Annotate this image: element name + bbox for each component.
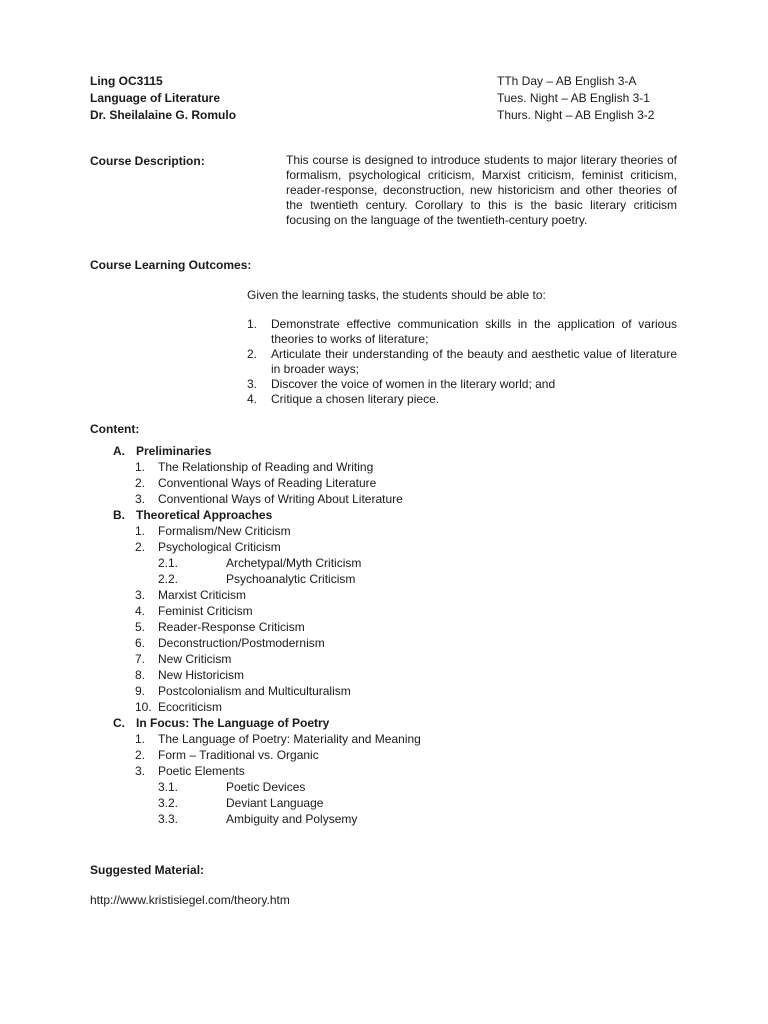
subitem-number: 3.2. xyxy=(158,796,179,810)
item-text: New Historicism xyxy=(158,668,245,682)
content-subitem xyxy=(113,811,673,827)
content-item xyxy=(113,651,673,667)
item-number: 3. xyxy=(135,764,146,778)
instructor-name: Dr. Sheilalaine G. Romulo xyxy=(90,108,237,122)
item-text: Poetic Elements xyxy=(158,764,245,778)
item-text: The Relationship of Reading and Writing xyxy=(158,460,374,474)
subitem-text: Ambiguity and Polysemy xyxy=(226,812,358,826)
item-number: 5. xyxy=(135,620,146,634)
section-title: In Focus: The Language of Poetry xyxy=(136,716,330,730)
item-number: 7. xyxy=(135,652,146,666)
outcome-text: Demonstrate effective communication skills in the application of various theories to works of literature; xyxy=(271,317,677,346)
item-text: The Language of Poetry: Materiality and Meaning xyxy=(158,732,421,746)
item-number: 3. xyxy=(135,492,146,506)
item-number: 4. xyxy=(135,604,146,618)
learning-outcomes-label: Course Learning Outcomes: xyxy=(90,258,252,272)
outcome-number: 2. xyxy=(247,347,258,361)
content-item xyxy=(113,635,673,651)
course-code: Ling OC3115 xyxy=(90,74,163,88)
item-text: Postcolonialism and Multiculturalism xyxy=(158,684,351,698)
content-item xyxy=(113,539,673,555)
subitem-text: Deviant Language xyxy=(226,796,324,810)
schedule-line: Tues. Night – AB English 3-1 xyxy=(497,91,650,105)
outcome-text: Critique a chosen literary piece. xyxy=(271,392,440,406)
content-item xyxy=(113,699,673,715)
course-title: Language of Literature xyxy=(90,91,221,105)
course-header xyxy=(90,73,236,124)
content-section-heading xyxy=(113,715,673,731)
subitem-number: 3.1. xyxy=(158,780,179,794)
item-text: Conventional Ways of Writing About Literature xyxy=(158,492,403,506)
item-text: Psychological Criticism xyxy=(158,540,281,554)
content-outline xyxy=(113,443,673,827)
content-item xyxy=(113,523,673,539)
schedule-line: Thurs. Night – AB English 3-2 xyxy=(497,108,655,122)
item-number: 8. xyxy=(135,668,146,682)
item-number: 1. xyxy=(135,460,146,474)
item-text: Feminist Criticism xyxy=(158,604,253,618)
content-item xyxy=(113,619,673,635)
content-item xyxy=(113,763,673,779)
suggested-material-label: Suggested Material: xyxy=(90,863,205,877)
course-description-label: Course Description: xyxy=(90,154,205,168)
section-letter: A. xyxy=(113,444,125,458)
item-number: 2. xyxy=(135,540,146,554)
outcome-item xyxy=(247,392,677,407)
schedule-line: TTh Day – AB English 3-A xyxy=(497,74,637,88)
schedule-block xyxy=(497,73,654,124)
content-item xyxy=(113,459,673,475)
item-number: 10. xyxy=(135,700,152,714)
outcome-item xyxy=(247,377,677,392)
item-text: Ecocriticism xyxy=(158,700,223,714)
item-number: 1. xyxy=(135,732,146,746)
item-number: 2. xyxy=(135,476,146,490)
content-subitem xyxy=(113,795,673,811)
outcome-number: 3. xyxy=(247,377,258,391)
section-letter: C. xyxy=(113,716,125,730)
item-text: Marxist Criticism xyxy=(158,588,246,602)
item-number: 9. xyxy=(135,684,146,698)
item-text: Deconstruction/Postmodernism xyxy=(158,636,325,650)
item-number: 1. xyxy=(135,524,146,538)
outcome-number: 1. xyxy=(247,317,258,331)
content-subitem xyxy=(113,779,673,795)
outcome-item xyxy=(247,347,677,377)
learning-outcomes-list xyxy=(247,317,677,407)
content-item xyxy=(113,587,673,603)
suggested-material-link[interactable]: http://www.kristisiegel.com/theory.htm xyxy=(90,893,290,907)
content-subitem xyxy=(113,571,673,587)
section-title: Preliminaries xyxy=(136,444,212,458)
content-item xyxy=(113,667,673,683)
content-label: Content: xyxy=(90,422,140,436)
item-text: Conventional Ways of Reading Literature xyxy=(158,476,377,490)
subitem-number: 3.3. xyxy=(158,812,179,826)
subitem-number: 2.2. xyxy=(158,572,179,586)
learning-outcomes-intro: Given the learning tasks, the students should be able to: xyxy=(247,288,546,302)
content-item xyxy=(113,603,673,619)
item-text: Reader-Response Criticism xyxy=(158,620,305,634)
item-text: Form – Traditional vs. Organic xyxy=(158,748,319,762)
section-title: Theoretical Approaches xyxy=(136,508,273,522)
subitem-number: 2.1. xyxy=(158,556,179,570)
outcome-text: Articulate their understanding of the beauty and aesthetic value of literature in broader ways; xyxy=(271,347,677,376)
subitem-text: Archetypal/Myth Criticism xyxy=(226,556,362,570)
content-item xyxy=(113,747,673,763)
item-number: 6. xyxy=(135,636,146,650)
subitem-text: Poetic Devices xyxy=(226,780,306,794)
content-item xyxy=(113,683,673,699)
item-number: 3. xyxy=(135,588,146,602)
item-text: New Criticism xyxy=(158,652,232,666)
item-text: Formalism/New Criticism xyxy=(158,524,291,538)
content-section-heading xyxy=(113,507,673,523)
item-number: 2. xyxy=(135,748,146,762)
course-description-text: This course is designed to introduce students to major literary theories of formalism, psychological criticism, Marxist criticism, feminist criticism, reader-response, deconstruction, new historicism and other theories of the twentieth century. Corollary to this is the basic literary criticism focusing on the language of the twentieth-century poetry. xyxy=(286,153,677,227)
section-letter: B. xyxy=(113,508,125,522)
content-item xyxy=(113,475,673,491)
content-item xyxy=(113,731,673,747)
content-subitem xyxy=(113,555,673,571)
subitem-text: Psychoanalytic Criticism xyxy=(226,572,356,586)
content-section-heading xyxy=(113,443,673,459)
outcome-item xyxy=(247,317,677,347)
content-item xyxy=(113,491,673,507)
outcome-number: 4. xyxy=(247,392,258,406)
outcome-text: Discover the voice of women in the literary world; and xyxy=(271,377,556,391)
